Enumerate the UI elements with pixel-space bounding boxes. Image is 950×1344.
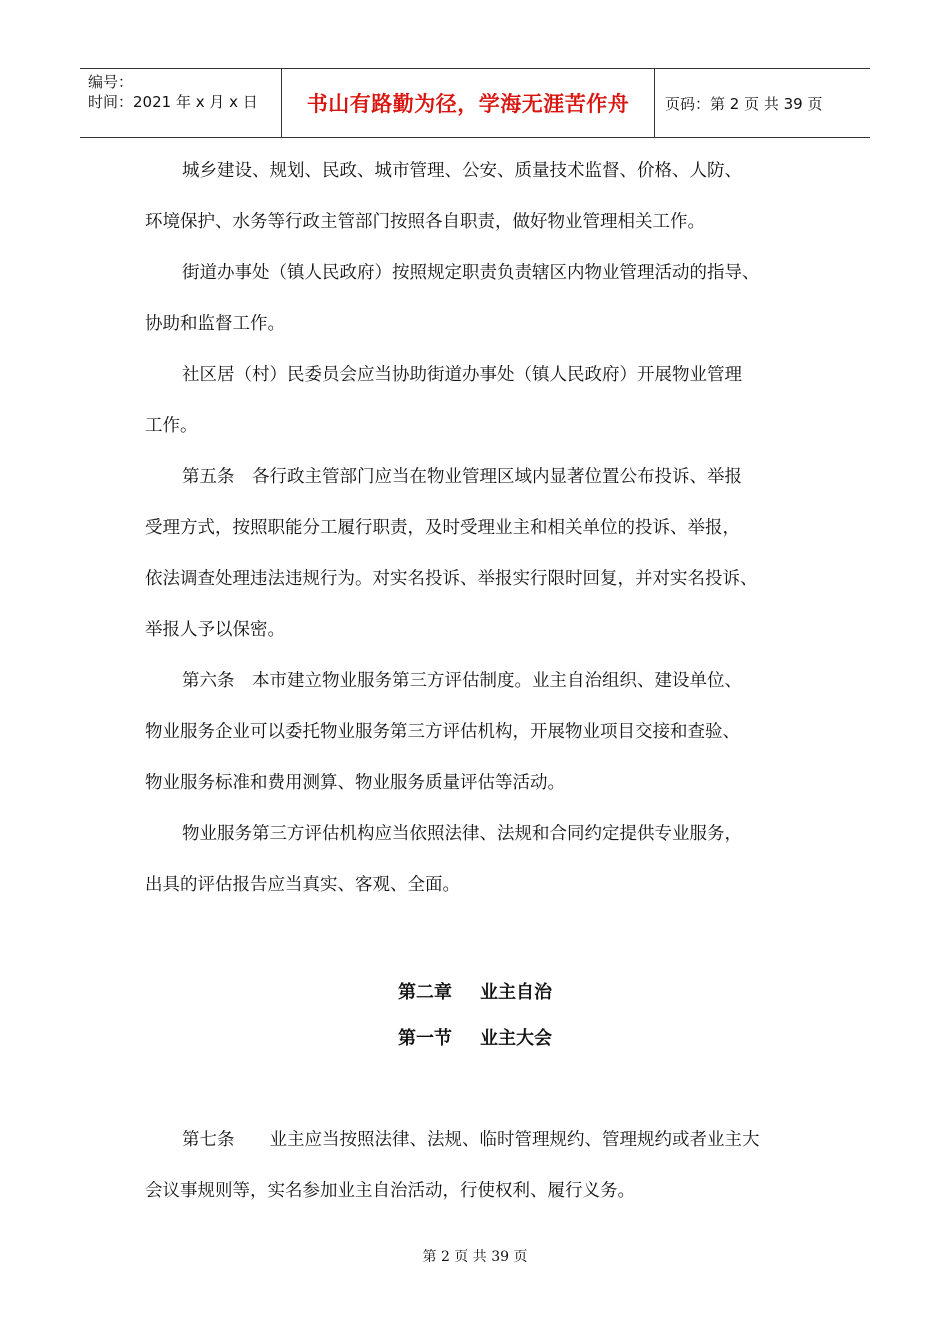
article-7: [145, 1115, 825, 1217]
article-7-line: 第七条 业主应当按照法律、法规、临时管理规约、管理规约或者业主大: [182, 1130, 760, 1150]
header-meta: [80, 69, 282, 137]
body-line: 举报人予以保密。: [145, 620, 285, 640]
section-heading: [0, 1024, 950, 1050]
header-page-info: 页码：第 2 页 共 39 页: [665, 94, 823, 113]
body-line: 环境保护、水务等行政主管部门按照各自职责，做好物业管理相关工作。: [145, 212, 705, 232]
document-time-label: 时间：2021 年 x 月 x 日: [88, 93, 258, 111]
chapter-number: 第二章: [398, 982, 452, 1003]
body-line: 会议事规则等，实名参加业主自治活动，行使权利、履行义务。: [145, 1181, 635, 1201]
body-line: 社区居（村）民委员会应当协助街道办事处（镇人民政府）开展物业管理: [182, 365, 742, 385]
chapter-heading: [0, 978, 950, 1004]
chapter-title: 业主自治: [480, 982, 552, 1003]
body-line: 依法调查处理违法违规行为。对实名投诉、举报实行限时回复，并对实名投诉、: [145, 569, 758, 589]
body-line: 出具的评估报告应当真实、客观、全面。: [145, 875, 460, 895]
body-line: 城乡建设、规划、民政、城市管理、公安、质量技术监督、价格、人防、: [182, 161, 742, 181]
page-header: [80, 68, 870, 138]
body-line: 物业服务企业可以委托物业服务第三方评估机构，开展物业项目交接和查验、: [145, 722, 740, 742]
section-title: 业主大会: [480, 1028, 552, 1049]
page-footer: 第 2 页 共 39 页: [422, 1249, 528, 1265]
body-line: 物业服务第三方评估机构应当依照法律、法规和合同约定提供专业服务，: [182, 824, 742, 844]
body-line: 街道办事处（镇人民政府）按照规定职责负责辖区内物业管理活动的指导、: [182, 263, 760, 283]
section-number: 第一节: [398, 1028, 452, 1049]
body-line: 协助和监督工作。: [145, 314, 285, 334]
body-line: 受理方式，按照职能分工履行职责，及时受理业主和相关单位的投诉、举报，: [145, 518, 740, 538]
body-line: 物业服务标准和费用测算、物业服务质量评估等活动。: [145, 773, 565, 793]
document-number-label: 编号：: [88, 73, 134, 91]
document-body: [145, 146, 825, 911]
article-5-line: 第五条 各行政主管部门应当在物业管理区域内显著位置公布投诉、举报: [182, 467, 742, 487]
body-line: 工作。: [145, 416, 198, 436]
article-6-line: 第六条 本市建立物业服务第三方评估制度。业主自治组织、建设单位、: [182, 671, 742, 691]
header-motto: 书山有路勤为径，学海无涯苦作舟: [282, 69, 655, 137]
